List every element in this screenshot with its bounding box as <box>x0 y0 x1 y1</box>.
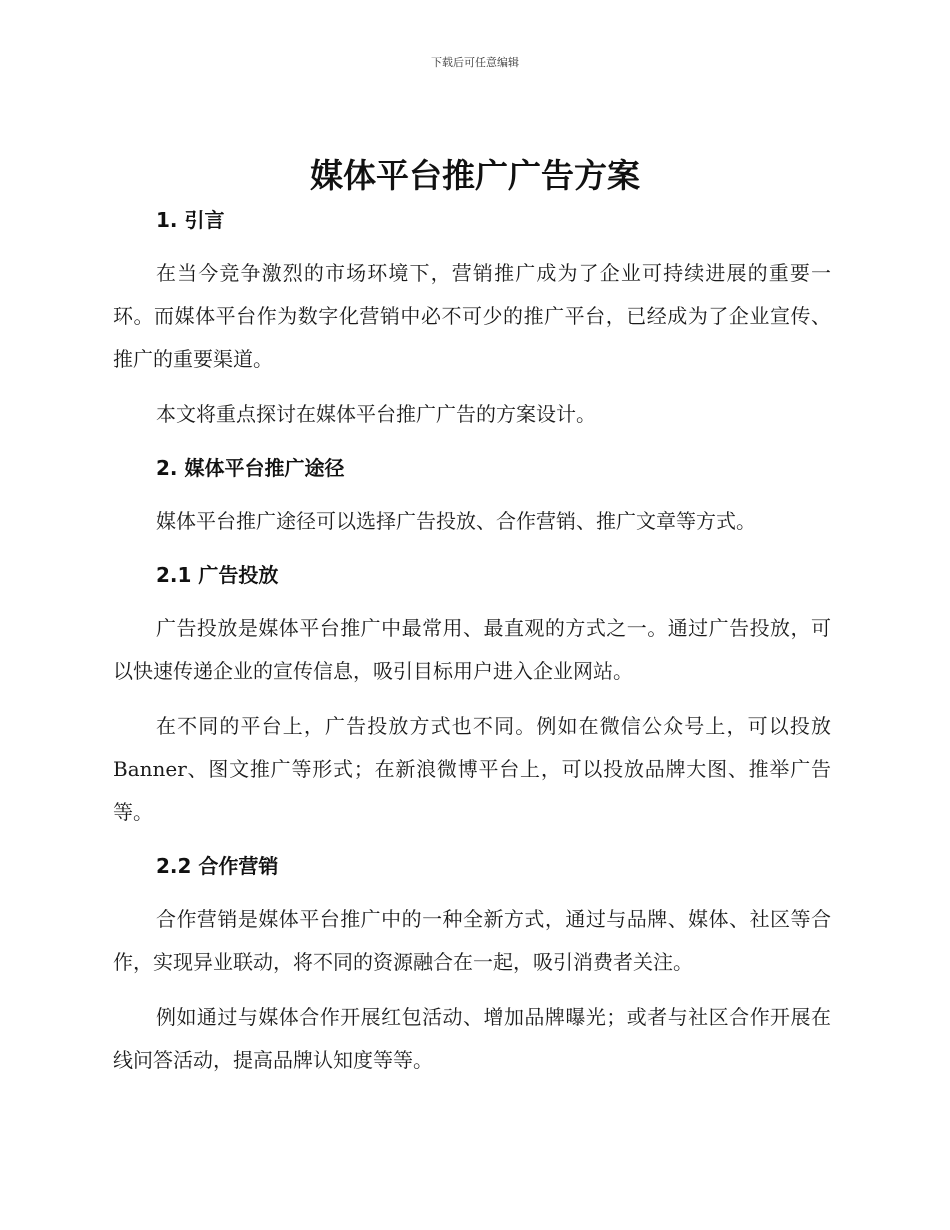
paragraph-co-marketing-1: 合作营销是媒体平台推广中的一种全新方式，通过与品牌、媒体、社区等合作，实现异业联动，将不同的资源融合在一起，吸引消费者关注。 <box>113 907 831 974</box>
section-heading-channels: 2. 媒体平台推广途径 <box>156 456 345 480</box>
paragraph-intro-2: 本文将重点探讨在媒体平台推广广告的方案设计。 <box>156 402 596 426</box>
document-title: 媒体平台推广广告方案 <box>310 156 640 195</box>
paragraph-intro-1: 在当今竞争激烈的市场环境下，营销推广成为了企业可持续进展的重要一环。而媒体平台作为数字化营销中必不可少的推广平台，已经成为了企业宣传、推广的重要渠道。 <box>113 261 831 371</box>
section-heading-intro: 1. 引言 <box>156 208 225 232</box>
paragraph-co-marketing-2: 例如通过与媒体合作开展红包活动、增加品牌曝光；或者与社区合作开展在线问答活动，提高品牌认知度等等。 <box>113 1005 831 1072</box>
paragraph-ad-placement-2: 在不同的平台上，广告投放方式也不同。例如在微信公众号上，可以投放 Banner、图文推广等形式；在新浪微博平台上，可以投放品牌大图、推举广告等。 <box>113 714 831 824</box>
paragraph-ad-placement-1: 广告投放是媒体平台推广中最常用、最直观的方式之一。通过广告投放，可以快速传递企业的宣传信息，吸引目标用户进入企业网站。 <box>113 616 831 683</box>
paragraph-channels-1: 媒体平台推广途径可以选择广告投放、合作营销、推广文章等方式。 <box>156 509 756 533</box>
header-note: 下载后可任意编辑 <box>431 56 519 69</box>
document-body <box>113 200 831 1082</box>
section-heading-ad-placement: 2.1 广告投放 <box>156 563 279 587</box>
section-heading-co-marketing: 2.2 合作营销 <box>156 854 279 878</box>
